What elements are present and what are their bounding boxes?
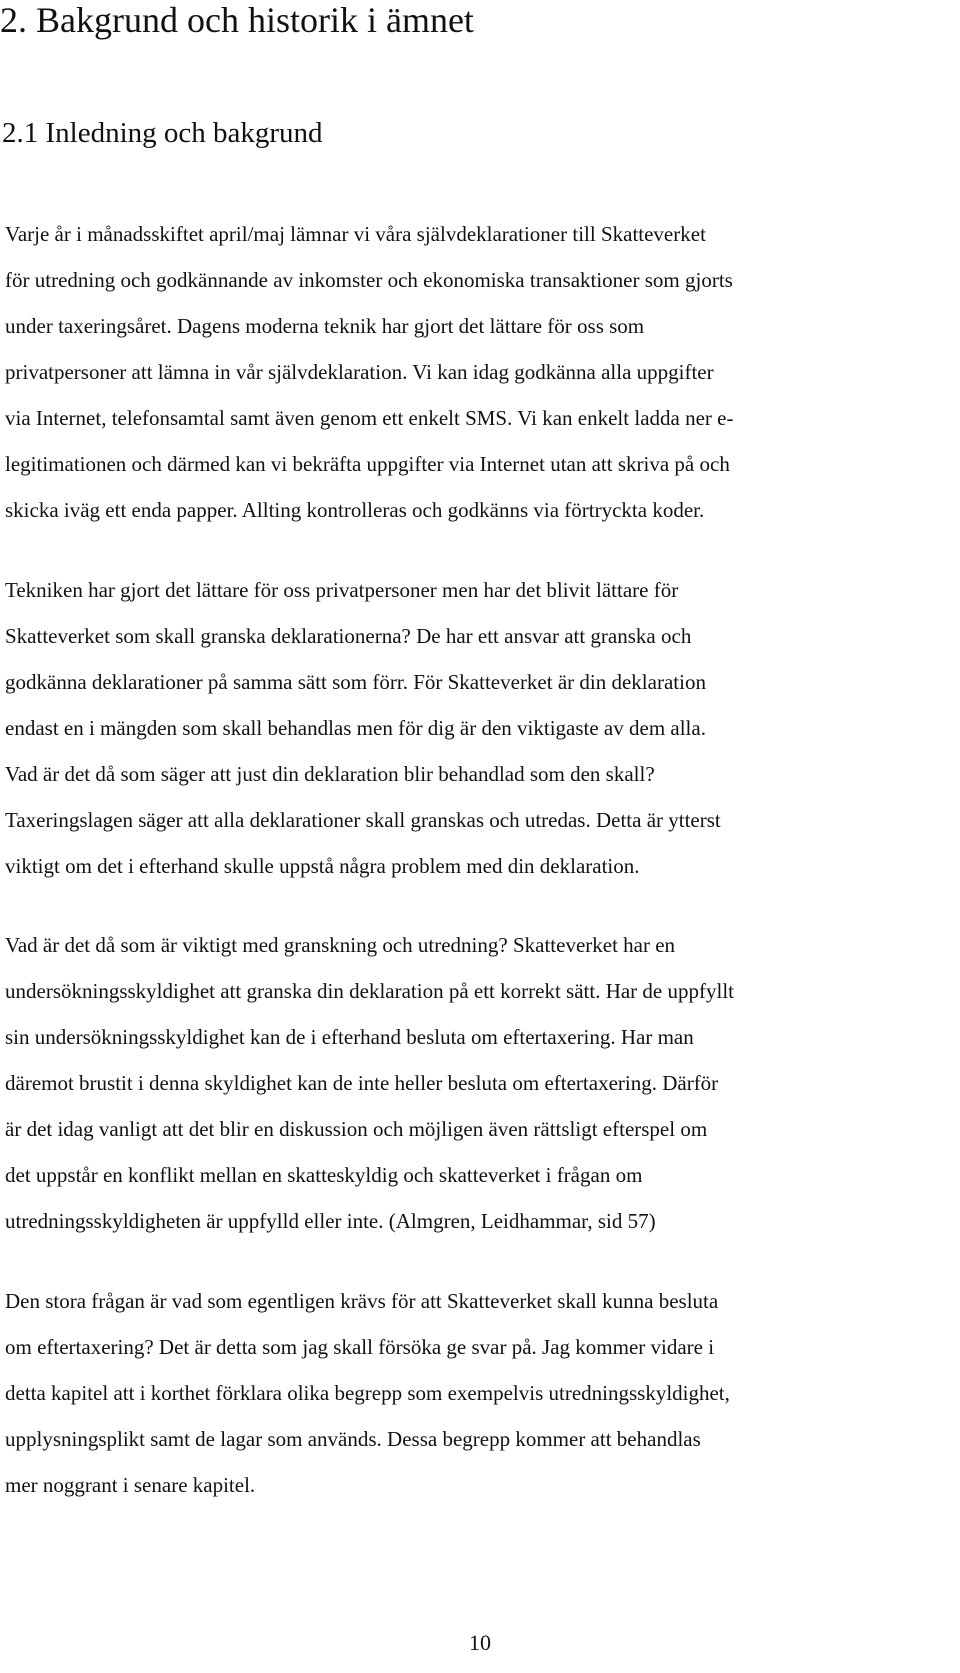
paragraph-line: Varje år i månadsskiftet april/maj lämnar vi våra självdeklarationer till Skatteverket xyxy=(5,222,706,246)
paragraph-line: om eftertaxering? Det är detta som jag skall försöka ge svar på. Jag kommer vidare i xyxy=(5,1335,715,1359)
paragraph-line: Vad är det då som säger att just din deklaration blir behandlad som den skall? xyxy=(5,762,655,786)
paragraph-line: skicka iväg ett enda papper. Allting kontrolleras och godkänns via förtryckta koder. xyxy=(5,498,705,522)
paragraph-line: privatpersoner att lämna in vår självdeklaration. Vi kan idag godkänna alla uppgifter xyxy=(5,360,714,384)
paragraph-line: Vad är det då som är viktigt med granskning och utredning? Skatteverket har en xyxy=(5,933,676,957)
paragraph-3 xyxy=(5,922,945,1244)
paragraph-line: upplysningsplikt samt de lagar som används. Dessa begrepp kommer att behandlas xyxy=(5,1427,701,1451)
paragraph-line: det uppstår en konflikt mellan en skatteskyldig och skatteverket i frågan om xyxy=(5,1163,643,1187)
paragraph-line: viktigt om det i efterhand skulle uppstå några problem med din deklaration. xyxy=(5,854,640,878)
chapter-heading: 2. Bakgrund och historik i ämnet xyxy=(0,0,474,40)
paragraph-line: är det idag vanligt att det blir en diskussion och möjligen även rättsligt efterspel om xyxy=(5,1117,708,1141)
paragraph-line: godkänna deklarationer på samma sätt som förr. För Skatteverket är din deklaration xyxy=(5,670,706,694)
paragraph-line: via Internet, telefonsamtal samt även genom ett enkelt SMS. Vi kan enkelt ladda ner e- xyxy=(5,406,734,430)
paragraph-line: däremot brustit i denna skyldighet kan de inte heller besluta om eftertaxering. Därför xyxy=(5,1071,719,1095)
paragraph-line: Tekniken har gjort det lättare för oss privatpersoner men har det blivit lättare för xyxy=(5,578,679,602)
paragraph-2 xyxy=(5,567,945,889)
paragraph-line: undersökningsskyldighet att granska din deklaration på ett korrekt sätt. Har de uppfyllt xyxy=(5,979,734,1003)
paragraph-line: Skatteverket som skall granska deklarationerna? De har ett ansvar att granska och xyxy=(5,624,692,648)
page-number: 10 xyxy=(469,1630,491,1655)
paragraph-line: utredningsskyldigheten är uppfylld eller inte. (Almgren, Leidhammar, sid 57) xyxy=(5,1209,656,1233)
paragraph-line: legitimationen och därmed kan vi bekräfta uppgifter via Internet utan att skriva på och xyxy=(5,452,730,476)
paragraph-line: under taxeringsåret. Dagens moderna teknik har gjort det lättare för oss som xyxy=(5,314,645,338)
paragraph-4 xyxy=(5,1278,945,1508)
section-heading: 2.1 Inledning och bakgrund xyxy=(2,117,323,149)
paragraph-line: endast en i mängden som skall behandlas men för dig är den viktigaste av dem alla. xyxy=(5,716,706,740)
paragraph-line: detta kapitel att i korthet förklara olika begrepp som exempelvis utredningsskyldighet, xyxy=(5,1381,730,1405)
paragraph-line: för utredning och godkännande av inkomster och ekonomiska transaktioner som gjorts xyxy=(5,268,733,292)
paragraph-line: Den stora frågan är vad som egentligen krävs för att Skatteverket skall kunna besluta xyxy=(5,1289,719,1313)
paragraph-1 xyxy=(5,211,945,533)
paragraph-line: sin undersökningsskyldighet kan de i efterhand besluta om eftertaxering. Har man xyxy=(5,1025,694,1049)
paragraph-line: Taxeringslagen säger att alla deklarationer skall granskas och utredas. Detta är ytterst xyxy=(5,808,721,832)
paragraph-line: mer noggrant i senare kapitel. xyxy=(5,1473,256,1497)
